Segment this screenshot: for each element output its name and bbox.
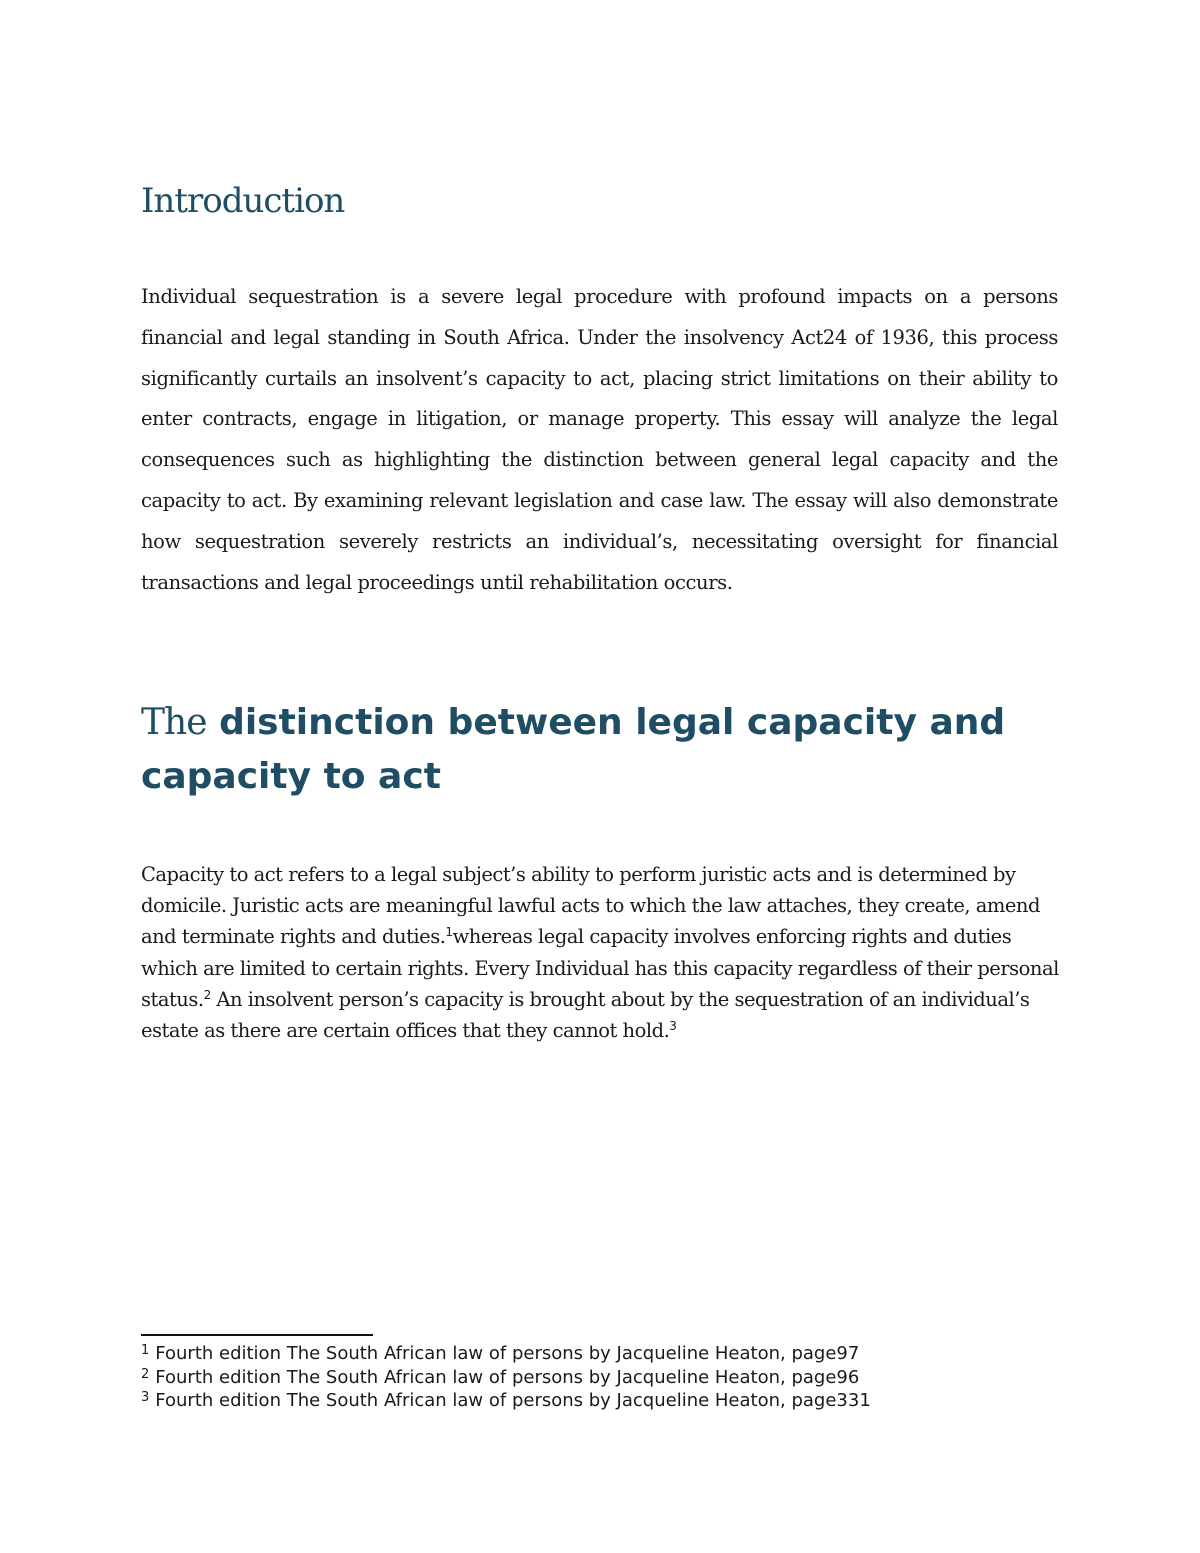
footnote-item	[141, 1342, 871, 1366]
footnote-list	[141, 1342, 871, 1413]
footnote-item	[141, 1366, 871, 1390]
footnote-ref-1[interactable]: 1	[445, 925, 453, 940]
section-heading-first-word: The	[141, 702, 207, 743]
section-paragraph	[141, 859, 1071, 1046]
section-paragraph-part3: An insolvent person’s capacity is brought about by the sequestration of an individual’s estate as there are certain offices that they cannot hold.	[141, 987, 1030, 1043]
introduction-paragraph: Individual sequestration is a severe legal procedure with profound impacts on a persons financial and legal standing in South Africa. Under the insolvency Act24 of 1936, this process significantly curtails an insolvent’s capacity to act, placing strict limitations on their ability to enter contracts, engage in litigation, or manage property. This essay will analyze the legal consequences such as highlighting the distinction between general legal capacity and the capacity to act. By examining relevant legislation and case law. The essay will also demonstrate how sequestration severely restricts an individual’s, necessitating oversight for financial transactions and legal proceedings until rehabilitation occurs.	[141, 285, 1058, 594]
footnote-text: Fourth edition The South African law of persons by Jacqueline Heaton, page331	[155, 1390, 871, 1411]
section-paragraph-part1: Capacity to act refers to a legal subject’s ability to perform juristic acts and is determined by domicile. Juristic acts are meaningful lawful acts to which the law attaches, they create, amend and terminate rights and duties.	[141, 863, 1040, 949]
section-paragraph-part2: whereas legal capacity involves enforcing rights and duties which are limited to certain rights. Every Individual has this capacity regardless of their personal status.	[141, 925, 1059, 1011]
section-heading-rest: distinction between legal capacity and capacity to act	[141, 702, 1006, 797]
section-heading	[141, 696, 1101, 804]
footnote-item	[141, 1389, 871, 1413]
footnote-text: Fourth edition The South African law of persons by Jacqueline Heaton, page96	[155, 1366, 860, 1388]
footnote-text: Fourth edition The South African law of persons by Jacqueline Heaton, page97	[155, 1343, 860, 1364]
footnote-separator	[141, 1334, 373, 1336]
footnote-mark: 2	[141, 1366, 150, 1382]
introduction-heading: Introduction	[141, 181, 345, 221]
footnote-mark: 1	[141, 1343, 150, 1358]
footnote-mark: 3	[141, 1390, 150, 1405]
footnote-ref-2[interactable]: 2	[203, 987, 211, 1002]
footnote-ref-3[interactable]: 3	[669, 1019, 677, 1034]
